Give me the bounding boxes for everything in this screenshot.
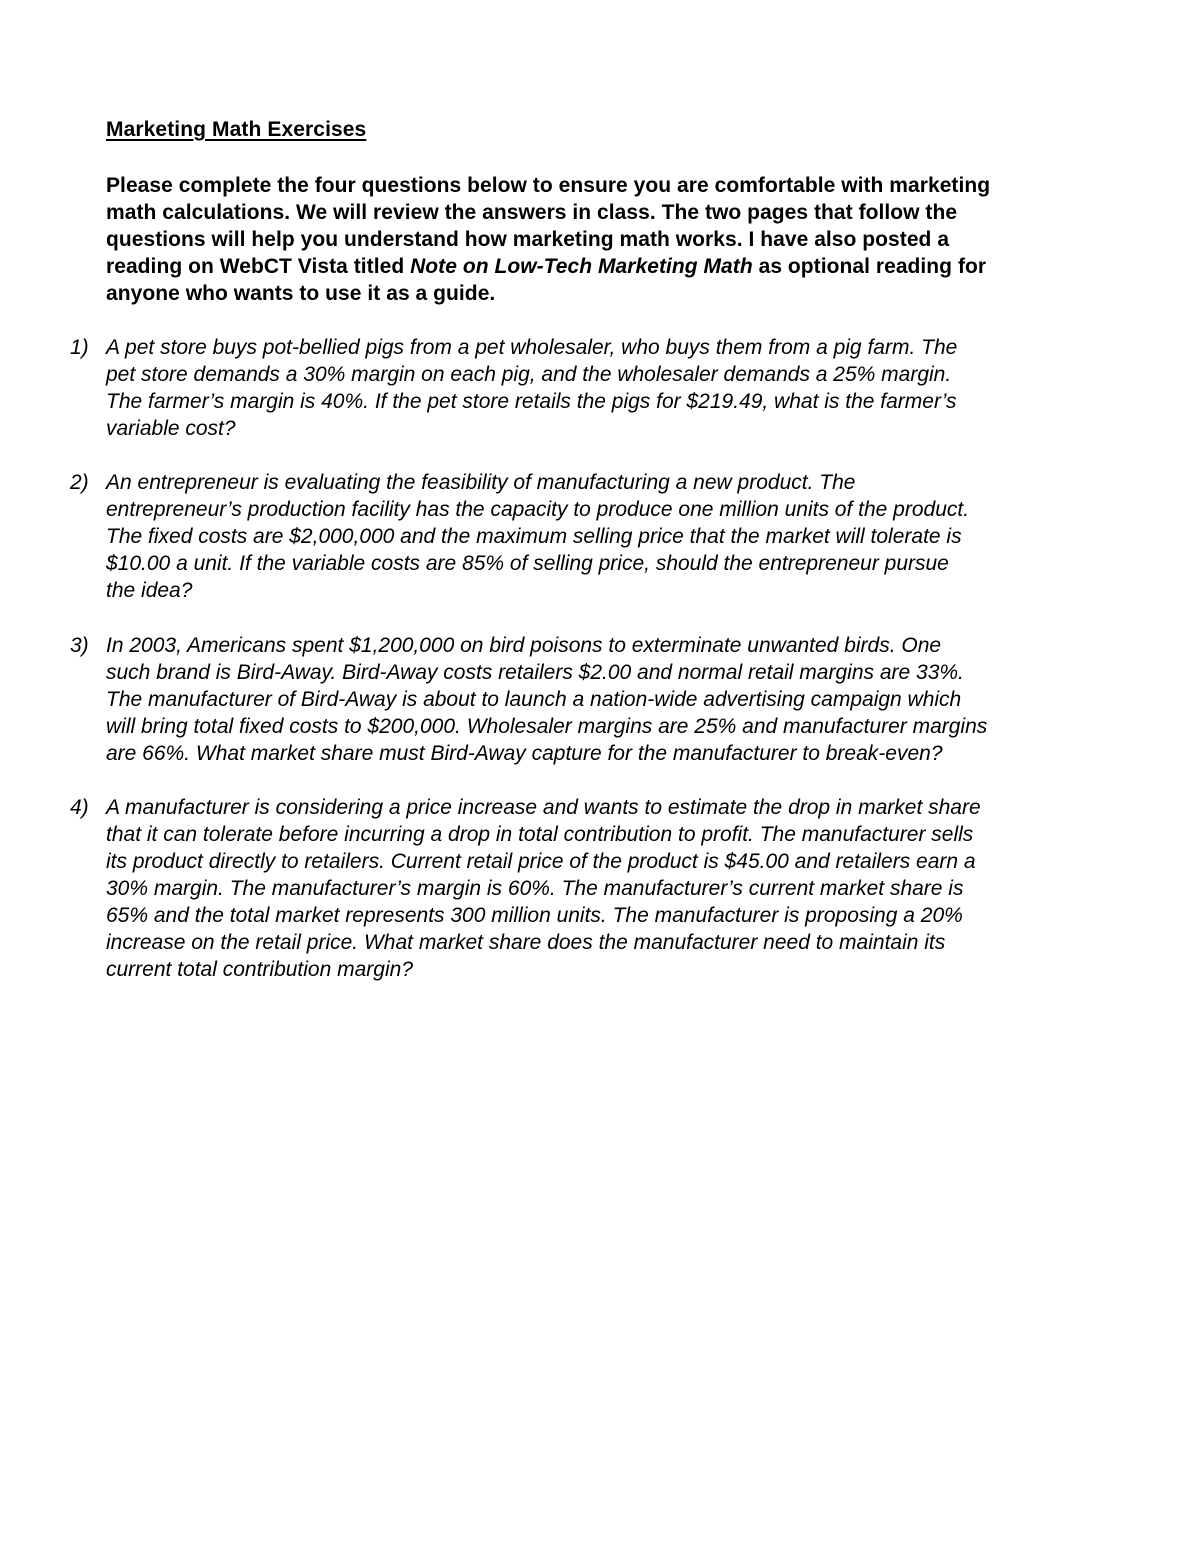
question-line: are 66%. What market share must Bird-Away capture for the manufacturer to break-even? (106, 742, 943, 765)
question-text (106, 334, 957, 442)
intro-line: Please complete the four questions below to ensure you are comfortable with marketing (106, 174, 991, 197)
intro-line: anyone who wants to use it as a guide. (106, 282, 496, 305)
question-line: A manufacturer is considering a price increase and wants to estimate the drop in market share (106, 796, 981, 819)
question-line: such brand is Bird-Away. Bird-Away costs retailers $2.00 and normal retail margins are 33%. (106, 661, 964, 684)
question-text (106, 632, 987, 767)
question-line: In 2003, Americans spent $1,200,000 on bird poisons to exterminate unwanted birds. One (106, 634, 942, 657)
question-line: increase on the retail price. What market share does the manufacturer need to maintain its (106, 931, 946, 954)
question-number: 1) (70, 336, 89, 359)
question-line: The farmer’s margin is 40%. If the pet store retails the pigs for $219.49, what is the farmer’s (106, 390, 957, 413)
question-line: 65% and the total market represents 300 million units. The manufacturer is proposing a 20% (106, 904, 963, 927)
question-text (106, 469, 969, 604)
question-number: 4) (70, 796, 89, 819)
question-line: $10.00 a unit. If the variable costs are 85% of selling price, should the entrepreneur pursue (106, 552, 949, 575)
intro-text: as optional reading for (752, 255, 987, 278)
intro-line: questions will help you understand how marketing math works. I have also posted a (106, 228, 950, 251)
question-line: that it can tolerate before incurring a drop in total contribution to profit. The manufacturer sells (106, 823, 974, 846)
intro-line: math calculations. We will review the answers in class. The two pages that follow the (106, 201, 958, 224)
intro-text: reading on WebCT Vista titled (106, 255, 411, 278)
question-line: will bring total fixed costs to $200,000. Wholesaler margins are 25% and manufacturer margins (106, 715, 988, 738)
question-line: the idea? (106, 579, 193, 602)
intro-paragraph (106, 172, 1106, 307)
question-line: 30% margin. The manufacturer’s margin is 60%. The manufacturer’s current market share is (106, 877, 964, 900)
question-line: its product directly to retailers. Current retail price of the product is $45.00 and retailers earn a (106, 850, 976, 873)
page-title: Marketing Math Exercises (106, 118, 367, 141)
intro-line (106, 253, 1106, 280)
question-number: 2) (70, 471, 89, 494)
question-line: pet store demands a 30% margin on each pig, and the wholesaler demands a 25% margin. (106, 363, 952, 386)
question-line: variable cost? (106, 417, 236, 440)
question-line: The manufacturer of Bird-Away is about to launch a nation-wide advertising campaign which (106, 688, 962, 711)
question-line: entrepreneur’s production facility has the capacity to produce one million units of the product. (106, 498, 970, 521)
question-line: current total contribution margin? (106, 958, 413, 981)
reading-title: Note on Low-Tech Marketing Math (410, 255, 753, 278)
question-text (106, 794, 981, 983)
question-line: The fixed costs are $2,000,000 and the maximum selling price that the market will tolerate is (106, 525, 962, 548)
question-number: 3) (70, 634, 89, 657)
question-line: An entrepreneur is evaluating the feasibility of manufacturing a new product. The (106, 471, 856, 494)
question-line: A pet store buys pot-bellied pigs from a pet wholesaler, who buys them from a pig farm. The (106, 336, 958, 359)
